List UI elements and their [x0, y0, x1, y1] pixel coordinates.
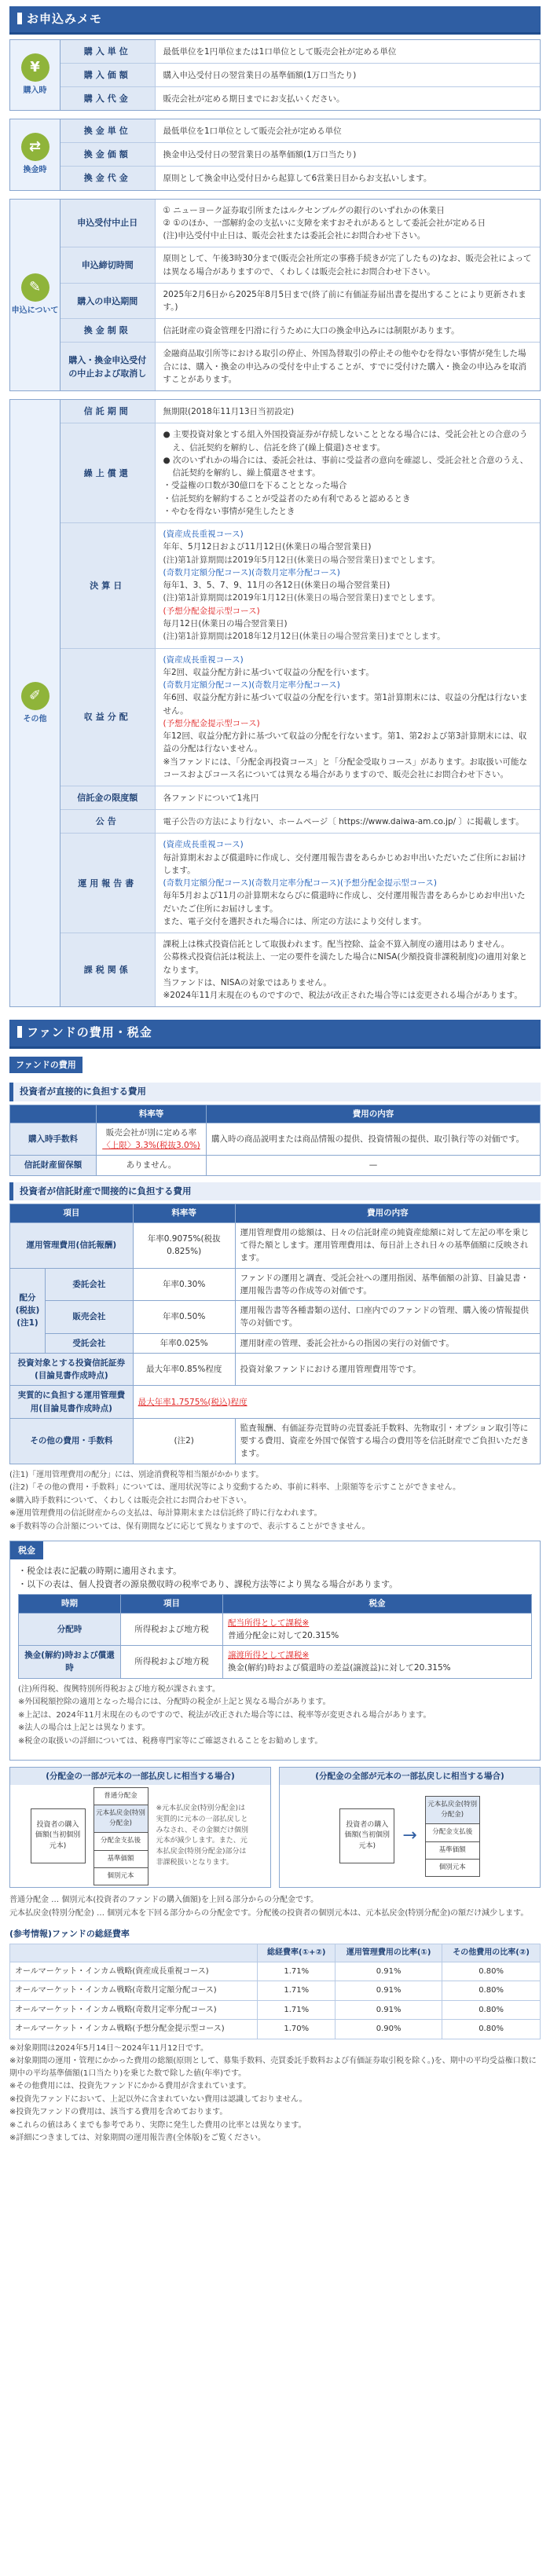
table-row: オールマーケット・インカム戦略(奇数月定率分配コース) 1.71% 0.91% 0.80%: [10, 2000, 541, 2020]
direct-cost-heading: 投資者が直接的に負担する費用: [9, 1083, 541, 1101]
redeem-icon-label: 換金時: [23, 166, 47, 175]
tax-table: 時期 項目 税金 分配時 所得税および地方税 配当所得として課税※ 普通分配金に対して20.315% 換金(解約)時および償還時 所得税および地方税 譲渡所得として課税※ 換金(解約)時および償還時の差益(譲渡益)に対して20.315%: [18, 1594, 532, 1678]
other-icon-label: その他: [23, 714, 47, 724]
table-row: 申込受付中止日 ① ニューヨーク証券取引所またはルクセンブルグの銀行のいずれかの休業日 ② ①のほか、一部解約金の支払いに支障を来すおそれがあるとして委託会社が定める日 (注)申込受付中止日は、販売会社または委託会社にお問合わせ下さい。: [60, 200, 540, 247]
tax-box: 税金 ・税金は表に記載の時期に適用されます。 ・以下の表は、個人投資者の源泉徴収時の税率であり、課税方法等により異なる場合があります。 時期 項目 税金 分配時 所得税および地方税 配当所得として課税※ 普通分配金に対して20.315% 換金(解約)時および償還時 所得税および地方税 譲渡所得として課税※ 換金(解約)時および償還時の差益(譲渡益)に対して20.315% (注)所得税、復興特別所得税および地方税が課されます。 ※外国税額控除の適用となった場合には、分配時の税金が上記と異なる場合があります。 ※上記は、2024年11月末現在のものですので、税法が改正された場合等には、税率等が変更される場合があります。 ※法人の場合は上記とは異なります。 ※税金の取扱いの詳細については、税務専門家等にご確認されることをお勧めします。: [9, 1541, 541, 1761]
redeem-icon-cell: [10, 119, 60, 189]
pen-icon: ✎: [21, 273, 50, 302]
indirect-cost-heading: 投資者が信託財産で間接的に負担する費用: [9, 1182, 541, 1201]
apply-icon-cell: [10, 200, 60, 391]
purchase-icon-label: 購入時: [23, 86, 47, 96]
diagram-partial: (分配金の一部が元本の一部払戻しに相当する場合) 投資者の購入価額(当初個別元本) 普通分配金 元本払戻金(特別分配金) 分配金支払後 基準価額 個別元本 ※元本払戻金(特別分配金)は実質的に元本の一部払戻しとみなされ、その金額だけ個別元本が減少します。また、元本払戻金(特別分配金)部分は非課税扱いとなります。: [9, 1767, 271, 1888]
direct-cost-table: 料率等 費用の内容 購入時手数料 販売会社が別に定める率 〈上限〉3.3%(税抜3.0%) 購入時の商品説明または商品情報の提供、投資情報の提供、取引執行等の対価です。 信託財産留保額 ありません。 —: [9, 1105, 541, 1176]
table-row: 販売会社 年率0.50% 運用報告書等各種書類の送付、口座内でのファンドの管理、購入後の情報提供等の対価です。: [10, 1301, 541, 1334]
table-row: 換金代金 原則として換金申込受付日から起算して6営業日目からお支払いします。: [60, 167, 540, 190]
redeem-table: [60, 119, 540, 189]
table-row: 受託会社 年率0.025% 運用財産の管理、委託会社からの指図の実行の対価です。: [10, 1333, 541, 1353]
indirect-cost-table: 項目 料率等 費用の内容 運用管理費用(信託報酬) 年率0.9075%(税抜0.825%) 運用管理費用の総額は、日々の信託財産の純資産総額に対して左記の率を乗じて得た額とします。運用管理費用は、毎日計上され日々の基準価額に反映されます。 配分(税抜)(注1) 委託会社 年率0.30% ファンドの運用と調査、受託会社への運用指図、基準価額の計算、目論見書・運用報告書等の作成等の対価です。 販売会社 年率0.50% 運用報告書等各種書類の送付、口座内でのファンドの管理、購入後の情報提供等の対価です。 受託会社 年率0.025% 運用財産の管理、委託会社からの指図の実行の対価です。 投資対象とする投資信託証券(目論見書作成時点) 最大年率0.85%程度 投資対象ファンドにおける運用管理費用等です。 実質的に負担する運用管理費用(目論見書作成時点) 最大年率1.7575%(税込)程度 その他の費用・手数料 (注2) 監査報酬、有価証券売買時の売買委託手数料、先物取引・オプション取引等に要する費用、資産を外国で保管する場合の費用等を信託財産でご負担いただきます。: [9, 1204, 541, 1464]
table-row: オールマーケット・インカム戦略(予想分配金提示型コース) 1.70% 0.90% 0.80%: [10, 2020, 541, 2039]
expense-ratio-heading: (参考情報)ファンドの総経費率: [9, 1929, 130, 1940]
apply-icon-label: 申込について: [11, 306, 59, 315]
table-row: 換金制限 信託財産の資金管理を円滑に行うために大口の換金申込みには制限があります。: [60, 319, 540, 343]
fees-section-title: ファンドの費用・税金: [9, 1020, 541, 1048]
apply-block: [9, 199, 541, 392]
table-row: 購入時手数料 販売会社が別に定める率 〈上限〉3.3%(税抜3.0%) 購入時の商品説明または商品情報の提供、投資情報の提供、取引執行等の対価です。: [10, 1123, 541, 1156]
expense-ratio-notes: ※対象期間は2024年5月14日〜2024年11月12日です。 ※対象期間の運用・管理にかかった費用の総額(原則として、募集手数料、売買委託手数料および有価証券取引税を除く。)を、期中の平均受益権口数に期中の平均基準価額(1口当たり)を乗じた数で除した値(年率)です。 ※その他費用には、投資先ファンドにかかる費用が含まれています。 ※投資先ファンドにおいて、上記以外に含まれていない費用は認識しておりません。 ※投資先ファンドの費用は、該当する費用を含めております。 ※これらの値はあくまでも参考であり、実際に発生した費用の比率とは異なります。 ※詳細につきましては、対象期間の運用報告書(全体版)をご覧ください。: [9, 2043, 537, 2143]
table-row: 購入価額 購入申込受付日の翌営業日の基準価額(1万口当たり): [60, 64, 540, 87]
other-table: [60, 400, 540, 1006]
pencil-icon: ✐: [21, 682, 50, 710]
other-block: [9, 399, 541, 1007]
tax-title: 税金: [10, 1541, 43, 1559]
table-row: 分配時 所得税および地方税 配当所得として課税※ 普通分配金に対して20.315%: [19, 1613, 532, 1646]
table-row: 実質的に負担する運用管理費用(目論見書作成時点) 最大年率1.7575%(税込)程度: [10, 1386, 541, 1419]
table-row: 運用報告書 (資産成長重視コース) 毎計算期末および償還時に作成し、交付運用報告書をあらかじめお申出いただいたご住所にお届けします。 (奇数月定額分配コース)(奇数月定率分配コース)(予想分配金提示型コース) 毎年5月および11月の計算期末ならびに償還時に作成し、交付運用報告書をあらかじめお申出いただいたご住所にお届けします。 また、電子交付を選択された場合には、所定の方法により交付します。: [60, 834, 540, 933]
table-row: 換金(解約)時および償還時 所得税および地方税 譲渡所得として課税※ 換金(解約)時および償還時の差益(譲渡益)に対して20.315%: [19, 1646, 532, 1679]
apply-table: [60, 200, 540, 391]
table-row: 申込締切時間 原則として、午後3時30分まで(販売会社所定の事務手続きが完了したもの)なお、販売会社によっては異なる場合がありますので、くわしくは販売会社にお問合わせ下さい。: [60, 247, 540, 284]
purchase-icon-cell: [10, 40, 60, 110]
table-row: 購入の申込期間 2025年2月6日から2025年8月5日まで(終了前に有価証券届出書を提出することにより更新されます。): [60, 283, 540, 319]
table-row: 換金価額 換金申込受付日の翌営業日の基準価額(1万口当たり): [60, 143, 540, 167]
table-row: 収益分配 (資産成長重視コース) 年2回、収益分配方針に基づいて収益の分配を行います。 (奇数月定額分配コース)(奇数月定率分配コース) 年6回、収益分配方針に基づいて収益の分配を行います。第1計算期末には、収益の分配は行ないません。 (予想分配金提示型コース) 年12回、収益分配方針に基づいて収益の分配を行ないます。第1、第2および第3計算期末には、収益の分配は行ないません。 ※当ファンドには、「分配金再投資コース」と「分配金受取りコース」があります。お取扱い可能なコースおよびコース名については異なる場合がありますので、販売会社にお問合わせ下さい。: [60, 648, 540, 786]
distribution-diagrams: [9, 1767, 541, 1888]
table-row: その他の費用・手数料 (注2) 監査報酬、有価証券売買時の売買委託手数料、先物取引・オプション取引等に要する費用、資産を外国で保管する場合の費用等を信託財産でご負担いただきます。: [10, 1418, 541, 1464]
purchase-block: [9, 39, 541, 111]
table-row: オールマーケット・インカム戦略(奇数月定額分配コース) 1.71% 0.91% 0.80%: [10, 1981, 541, 2001]
table-row: 公告 電子公告の方法により行ない、ホームページ〔 https://www.daiwa-am.co.jp/ 〕に掲載します。: [60, 810, 540, 834]
table-row: 換金単位 最低単位を1口単位として販売会社が定める単位: [60, 119, 540, 143]
memo-section-title: お申込みメモ: [9, 6, 541, 35]
diagram-caption: 普通分配金 … 個別元本(投資者のファンドの購入価額)を上回る部分からの分配金です。 元本払戻金(特別分配金) … 個別元本を下回る部分からの分配金です。分配後の投資者の個別元本は、元本払戻金(特別分配金)の額だけ減少します。: [9, 1896, 529, 1918]
table-row: 購入代金 販売会社が定める期日までにお支払いください。: [60, 87, 540, 111]
table-row: 信託金の限度額 各ファンドについて1兆円: [60, 786, 540, 810]
table-row: 決算日 (資産成長重視コース) 年年、5月12日および11月12日(休業日の場合翌営業日) (注)第1計算期間は2019年5月12日(休業日の場合翌営業日)までとします。 (奇数月定額分配コース)(奇数月定率分配コース) 毎年1、3、5、7、9、11月の各12日(休業日の場合翌営業日) (注)第1計算期間は2019年1月12日(休業日の場合翌営業日)までとします。 (予想分配金提示型コース) 毎月12日(休業日の場合翌営業日) (注)第1計算期間は2018年12月12日(休業日の場合翌営業日)までとします。: [60, 523, 540, 648]
fees-notes: (注1)「運用管理費用の配分」には、別途消費税等相当額がかかります。 (注2)「その他の費用・手数料」については、運用状況等により変動するため、事前に料率、上限額等を示すことができません。 ※購入時手数料について、くわしくは販売会社にお問合わせ下さい。 ※運用管理費用の信託財産からの支払は、毎計算期末または信託終了時に行なわれます。 ※手数料等の合計額については、保有期間などに応じて異なりますので、表示することができません。: [9, 1470, 461, 1531]
table-row: 運用管理費用(信託報酬) 年率0.9075%(税抜0.825%) 運用管理費用の総額は、日々の信託財産の純資産総額に対して左記の率を乗じて得た額とします。運用管理費用は、毎日計上され日々の基準価額に反映されます。: [10, 1222, 541, 1268]
table-row: 課税関係 課税上は株式投資信託として取扱われます。配当控除、益金不算入制度の適用はありません。 公募株式投資信託は税法上、一定の要件を満たした場合にNISA(少額投資非課税制度)の適用対象となります。 当ファンドは、NISAの対象ではありません。 ※2024年11月末現在のものですので、税法が改正された場合等には変更される場合があります。: [60, 933, 540, 1007]
table-row: 投資対象とする投資信託証券(目論見書作成時点) 最大年率0.85%程度 投資対象ファンドにおける運用管理費用等です。: [10, 1353, 541, 1386]
table-row: 購入・換金申込受付の中止および取消し 金融商品取引所等における取引の停止、外国為替取引の停止その他やむを得ない事情が発生した場合には、購入・換金の申込みの受付を中止することが、すでに受付けた購入・換金の申込みを取消すことがあります。: [60, 343, 540, 390]
arrow-right-icon: →: [402, 1826, 417, 1846]
table-row: 信託期間 無期限(2018年11月13日当初設定): [60, 400, 540, 423]
diagram-full: (分配金の全部が元本の一部払戻しに相当する場合) 投資者の購入価額(当初個別元本) → 元本払戻金(特別分配金) 分配金支払後 基準価額 個別元本: [279, 1767, 541, 1888]
other-icon-cell: [10, 400, 60, 1006]
yen-icon: ¥: [21, 53, 50, 82]
expense-ratio-table: 総経費率(①+②) 運用管理費用の比率(①) その他費用の比率(②) オールマーケット・インカム戦略(資産成長重視コース) 1.71% 0.91% 0.80% オールマーケット・インカム戦略(奇数月定額分配コース) 1.71% 0.91% 0.80% オールマーケット・インカム戦略(奇数月定率分配コース) 1.71% 0.91% 0.80% オールマーケット・インカム戦略(予想分配金提示型コース) 1.70% 0.90% 0.80%: [9, 1944, 541, 2039]
table-row: 繰上償還 ● 主要投資対象とする組入外国投資証券が存続しないこととなる場合には、受託会社との合意のうえ、信託契約を解約し、信託を終了(繰上償還)させます。 ● 次のいずれかの場合には、委託会社は、事前に受益者の意向を確認し、受託会社と合意のうえ、信託契約を解約し、繰上償還させます。 ・受益権の口数が30億口を下ることとなった場合 ・信託契約を解約することが受益者のため有利であると認めるとき ・やむを得ない事情が発生したとき: [60, 423, 540, 523]
table-row: 配分(税抜)(注1) 委託会社 年率0.30% ファンドの運用と調査、受託会社への運用指図、基準価額の計算、目論見書・運用報告書等の作成等の対価です。: [10, 1268, 541, 1301]
table-row: 購入単位 最低単位を1円単位または1口単位として販売会社が定める単位: [60, 40, 540, 64]
table-row: オールマーケット・インカム戦略(資産成長重視コース) 1.71% 0.91% 0.80%: [10, 1962, 541, 1981]
tax-notes: (注)所得税、復興特別所得税および地方税が課されます。 ※外国税額控除の適用となった場合には、分配時の税金が上記と異なる場合があります。 ※上記は、2024年11月末現在のものですので、税法が改正された場合等には、税率等が変更される場合があります。 ※法人の場合は上記とは異なります。 ※税金の取扱いの詳細については、税務専門家等にご確認されることをお勧めします。: [18, 1684, 431, 1746]
table-row: 信託財産留保額 ありません。 —: [10, 1156, 541, 1175]
redeem-block: [9, 119, 541, 190]
exchange-icon: ⇄: [21, 133, 50, 161]
fees-subtitle: ファンドの費用: [9, 1057, 82, 1073]
purchase-table: [60, 40, 540, 110]
